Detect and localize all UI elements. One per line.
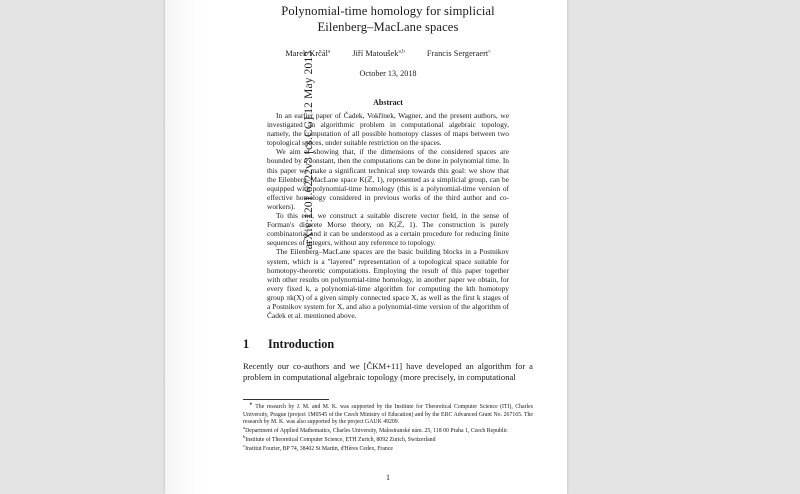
- author-2: Jiří Matoušek$^{a,b}$: [352, 48, 405, 58]
- footnote-a-mark: a: [243, 425, 246, 431]
- abstract-paragraph-4: The Eilenberg–MacLane spaces are the basic building blocks in a Postnikov system, which is a "layered" representation of a topological space suitable for homotopy-theoretic computations. Employing the result of this paper together with other results on polynomial-time homology, in another paper we obtain, for every fixed k, a polynomial-time algorithm for computing the kth homotopy group πk(X) of a given simply connected space X, as well as the first k stages of a Postnikov system for X, and also a polynomial-time version of the algorithm of Čadek et al. mentioned above.: [267, 247, 509, 321]
- footnote-a-text: Department of Applied Mathematics, Charles University, Malostranské nám. 25, 118 00 Praha 1, Czech Republic: [245, 427, 508, 434]
- footnote-b: [243, 434, 533, 444]
- title-line-2: Eilenberg–MacLane spaces: [317, 19, 459, 34]
- footnote-c-mark: c: [243, 443, 246, 449]
- abstract-paragraph-1: In an earlier paper of Čadek, Vokřínek, Wagner, and the present authors, we investigated an algorithmic problem in computational algebraic topology, namely, the computation of all possible homotopy classes of maps between two topological spaces, under suitable restriction on the spaces.: [267, 111, 509, 148]
- section-heading-introduction: [243, 337, 533, 352]
- author-3: Francis Sergeraert$^c$: [426, 48, 491, 58]
- page-content: [243, 0, 533, 494]
- author-3-affiliation-mark: c: [488, 48, 491, 55]
- page-number: 1: [386, 473, 390, 482]
- arxiv-stamp: arXiv:1201.6222v3 [cs.CG] 12 May 2013: [303, 50, 315, 250]
- abstract-paragraph-2: We aim at showing that, if the dimensions of the considered spaces are bounded by a constant, then the computations can be done in polynomial time. In this paper we make a significant technical step towards this goal: we show that the Eilenberg–MacLane space K(ℤ, 1), represented as a simplicial group, can be equipped with polynomial-time homology (this is a polynomial-time version of effective homology considered in previous works of the third author and co-workers).: [267, 147, 509, 211]
- introduction-paragraph: Recently our co-authors and we [ČKM+11] have developed an algorithm for a problem in computational algebraic topology (more precisely, in computational: [243, 361, 533, 383]
- paper-date: October 13, 2018: [359, 69, 417, 78]
- footnote-c-text: Institut Fourier, BP 74, 38402 St Martin, d'Hères Cedex, France: [245, 445, 393, 452]
- footnote-b-text: Institute of Theoretical Computer Science, ETH Zurich, 8092 Zurich, Switzerland: [245, 436, 436, 443]
- title-line-1: Polynomial-time homology for simplicial: [281, 4, 495, 18]
- abstract-paragraph-3: To this end, we construct a suitable discrete vector field, in the sense of Forman's discrete Morse theory, on K(ℤ, 1). The construction is purely combinatorial and it can be understood as a certain procedure for reducing finite sequences of integers, without any reference to topology.: [267, 211, 509, 248]
- footnote-star: [243, 404, 533, 426]
- footnote-rule: [243, 399, 329, 400]
- footnote-star-text: The research by J. M. and M. K. was supported by the Institute for Theoretical Computer Science (ITI), Charles University, Prague (project 1M0545 of the Czech Ministry of Education) and by the ERC Advanced Grant No. 267165. The research by M. K. was also supported by the project GAUK 49209.: [243, 404, 533, 425]
- footnote-c: [243, 443, 533, 453]
- footnote-list: [243, 404, 533, 453]
- footnote-b-mark: b: [243, 434, 246, 440]
- page-title: [243, 4, 533, 35]
- section-number: 1: [243, 337, 250, 352]
- footnote-a: [243, 425, 533, 435]
- author-2-affiliation-mark: a,b: [398, 48, 405, 55]
- section-title: Introduction: [268, 337, 335, 352]
- author-list: [243, 49, 533, 58]
- abstract-heading: Abstract: [373, 98, 403, 107]
- document-page: [165, 0, 567, 494]
- author-1-affiliation-mark: a: [328, 48, 331, 55]
- footnote-star-mark: ∗: [249, 402, 253, 408]
- page-left-shadow: [165, 0, 209, 494]
- author-1: Marek Krčál$^a$: [285, 48, 331, 58]
